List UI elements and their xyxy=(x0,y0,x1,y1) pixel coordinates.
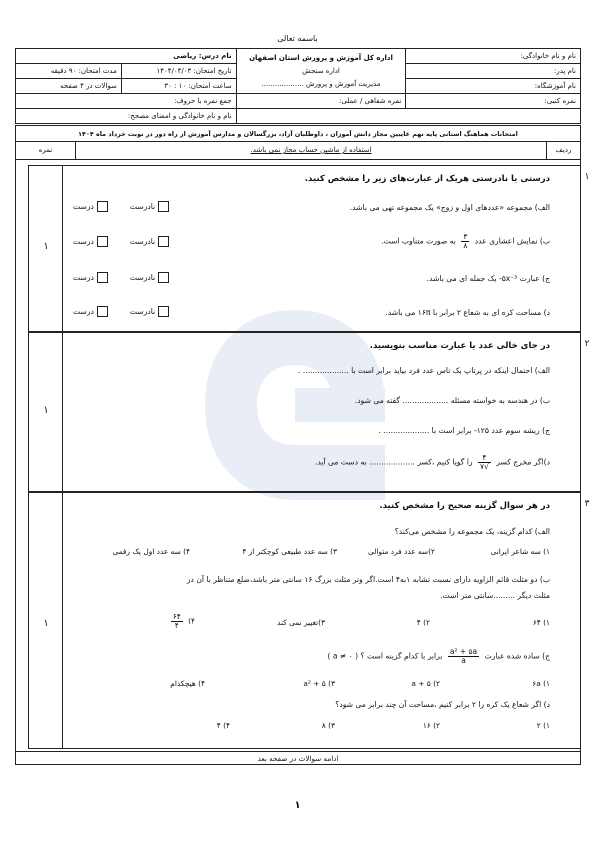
subject-cell: نام درس: ریاضی xyxy=(16,49,237,64)
question-1 xyxy=(28,165,590,332)
question-number: ۲ xyxy=(584,339,590,349)
mcq-a-option-4[interactable]: ۴) سه عدد اول یک رقمی xyxy=(112,547,190,556)
mcq-b-option-3[interactable]: ۳)تغییر نمی کند xyxy=(277,618,325,627)
corrector-cell[interactable]: نام و نام خانوادگی و امضای مصحح: xyxy=(16,109,237,124)
checkbox-true-c[interactable] xyxy=(97,272,108,283)
mcq-a-option-1[interactable]: ۱) سه شاعر ایرانی xyxy=(490,547,550,556)
mcq-c-options xyxy=(69,679,550,691)
blank-c: ج) ریشه سوم عدد ‎-۱۲۵‎ برابر است با ................... . xyxy=(378,426,550,435)
continue-note: ادامه سوالات در صفحه بعد xyxy=(15,751,581,765)
checkbox-false-d[interactable] xyxy=(158,306,169,317)
blank-d: د)اگر مخرج کسر $\frac{۴}{√۷}$ را گویا کنیم ،کسر ................... به دست می آید. xyxy=(315,453,550,471)
mcq-b-options xyxy=(69,613,550,635)
fraction-64-4: $\frac{۶۴}{۴}$ xyxy=(172,612,181,630)
fraction-3-8: $\frac{۳}{۸}$ xyxy=(463,232,468,250)
checkbox-false-a[interactable] xyxy=(158,201,169,212)
page-number: ۱ xyxy=(294,800,301,811)
bismillah: باسمه تعالی xyxy=(277,34,318,43)
mcq-d-option-2[interactable]: ۲) ۱۶ xyxy=(422,721,440,730)
statement-a: الف) مجموعه «عددهای اول و زوج» یک مجموعه تهی می باشد. xyxy=(349,203,550,212)
mcq-c-option-2[interactable]: ۲) a + ۵ xyxy=(411,679,440,688)
question-3 xyxy=(28,492,590,749)
mcq-c-option-4[interactable]: ۴) هیچکدام xyxy=(170,679,205,688)
mcq-a-stem: الف) کدام گزینه، یک مجموعه را مشخص می‌کند؟ xyxy=(394,527,550,536)
mcq-c-option-3[interactable]: ۳) a² + ۵ xyxy=(303,679,335,688)
question-number: ۳ xyxy=(584,499,590,509)
mcq-d-stem: د) اگر شعاع یک کره را ۲ برابر کنیم ،مساحت آن چند برابر می شود؟ xyxy=(335,700,550,709)
mcq-d-option-4[interactable]: ۴) ۴ xyxy=(216,721,230,730)
question-score-column: ۱ xyxy=(29,166,63,331)
checkbox-true-b[interactable] xyxy=(97,236,108,247)
organization-cell: اداره کل آموزش و پرورش استان اصفهان اداره سنجش مدیریت آموزش و پرورش ................... xyxy=(236,49,406,94)
blank-a: الف) احتمال اینکه در پرتاپ یک تاس عدد فرد بیاید برابر است با ................... . xyxy=(298,366,550,375)
checkbox-true-a[interactable] xyxy=(97,201,108,212)
statement-b: ب) نمایش اعشاری عدد $\frac{۳}{۸}$ به صورت متناوب است. xyxy=(381,232,550,250)
tf-choice-d: نادرست درست xyxy=(73,306,169,317)
mcq-d-option-1[interactable]: ۱) ۲ xyxy=(536,721,550,730)
exam-header-table xyxy=(15,48,581,124)
written-score-cell[interactable]: نمره کتبی: xyxy=(406,94,581,109)
student-name-cell[interactable]: نام و نام خانوادگی: xyxy=(406,49,581,64)
tf-choice-b: نادرست درست xyxy=(73,236,169,247)
mcq-d-options xyxy=(69,721,550,733)
fraction-expression: $\frac{\text{a² + ۵a}}{a}$ xyxy=(449,647,478,665)
exam-pages-cell: سوالات در ۴ صفحه xyxy=(16,79,122,94)
tf-choice-a: نادرست درست xyxy=(73,201,169,212)
mcq-b-stem-line2: مثلث دیگر .........سانتی متر است. xyxy=(440,591,550,600)
total-score-cell[interactable]: جمع نمره با حروف: xyxy=(16,94,237,109)
question-title: در هر سوال گزینه صحیح را مشخص کنید. xyxy=(379,501,550,511)
mcq-a-option-3[interactable]: ۳) سه عدد طبیعی کوچکتر از ۴ xyxy=(242,547,337,556)
mcq-b-option-4[interactable]: ۴) $\frac{۶۴}{۴}$ xyxy=(172,612,195,630)
mcq-c-stem: ج) ساده شده عبارت $\frac{\text{a² + ۵a}}{a}$ برابر با کدام گزینه است ؟ ( a ≠ ۰ ) xyxy=(327,647,550,665)
mcq-a-options xyxy=(69,547,550,559)
statement-d: د) مساحت کره ای به شعاع ۲ برابر با ‎۱۶π‎ می باشد. xyxy=(385,308,550,317)
question-title: درستی یا نادرستی هریک از عبارت‌های زیر را مشخص کنید. xyxy=(304,174,550,184)
mcq-c-option-1[interactable]: ۱) ۶a xyxy=(532,679,550,688)
oral-score-cell[interactable]: نمره شفاهی / عملی: xyxy=(236,94,406,109)
mcq-b-option-2[interactable]: ۲) ۴ xyxy=(416,618,430,627)
father-name-cell[interactable]: نام پدر: xyxy=(406,64,581,79)
radif-column-header: ردیف xyxy=(546,142,580,159)
mcq-d-option-3[interactable]: ۳) ۸ xyxy=(321,721,335,730)
calculator-note: استفاده از ماشین حساب مجاز نمی باشد. xyxy=(250,146,372,154)
exam-duration-cell: مدت امتحان: ۹۰ دقیقه xyxy=(16,64,122,79)
question-title: در جای خالی عدد یا عبارت مناسب بنویسید. xyxy=(369,341,550,351)
corrector-blank-cell[interactable] xyxy=(236,109,580,124)
mcq-a-option-2[interactable]: ۲)سه عدد فرد متوالی xyxy=(367,547,435,556)
statement-c: ج) عبارت ‎-۵x‎⁻³ یک جمله ای می باشد. xyxy=(426,274,550,283)
score-column-header: نمره xyxy=(16,142,76,159)
fraction-4-sqrt7: $\frac{۴}{√۷}$ xyxy=(480,453,489,471)
exam-date-cell: تاریخ امتحان: ۱۴۰۴/۰۴/۰۳ xyxy=(121,64,236,79)
tf-choice-c: نادرست درست xyxy=(73,272,169,283)
checkbox-false-c[interactable] xyxy=(158,272,169,283)
school-name-cell[interactable]: نام آموزشگاه: xyxy=(406,79,581,94)
mcq-b-option-1[interactable]: ۱) ۶۴ xyxy=(532,618,550,627)
exam-time-cell: ساعت امتحان: ۱۰ : ۳۰ xyxy=(121,79,236,94)
mcq-b-stem-line1: ب) دو مثلث قائم الزاویه دارای نسبت تشابه ۱به۴ است.اگر وتر مثلث بزرگ ۱۶ سانتی متر باشد،ضلع متناظر با آن در xyxy=(186,575,550,584)
question-number: ۱ xyxy=(584,172,590,182)
checkbox-true-d[interactable] xyxy=(97,306,108,317)
question-2 xyxy=(28,332,590,492)
exam-title: امتحانات هماهنگ استانی پایه نهم غایبین مجاز دانش آموزان ، داوطلبان آزاد، بزرگسالان و مدارس آموزش از راه دور در نوبت خرداد ماه ۱۴۰۴ xyxy=(15,125,581,142)
question-score-column: ۱ xyxy=(29,333,63,491)
blank-b: ب) در هندسه به خواسته مسئله ................... گفته می شود. xyxy=(354,396,550,405)
column-header-row xyxy=(15,142,581,160)
checkbox-false-b[interactable] xyxy=(158,236,169,247)
question-score-column: ۱ xyxy=(29,493,63,748)
